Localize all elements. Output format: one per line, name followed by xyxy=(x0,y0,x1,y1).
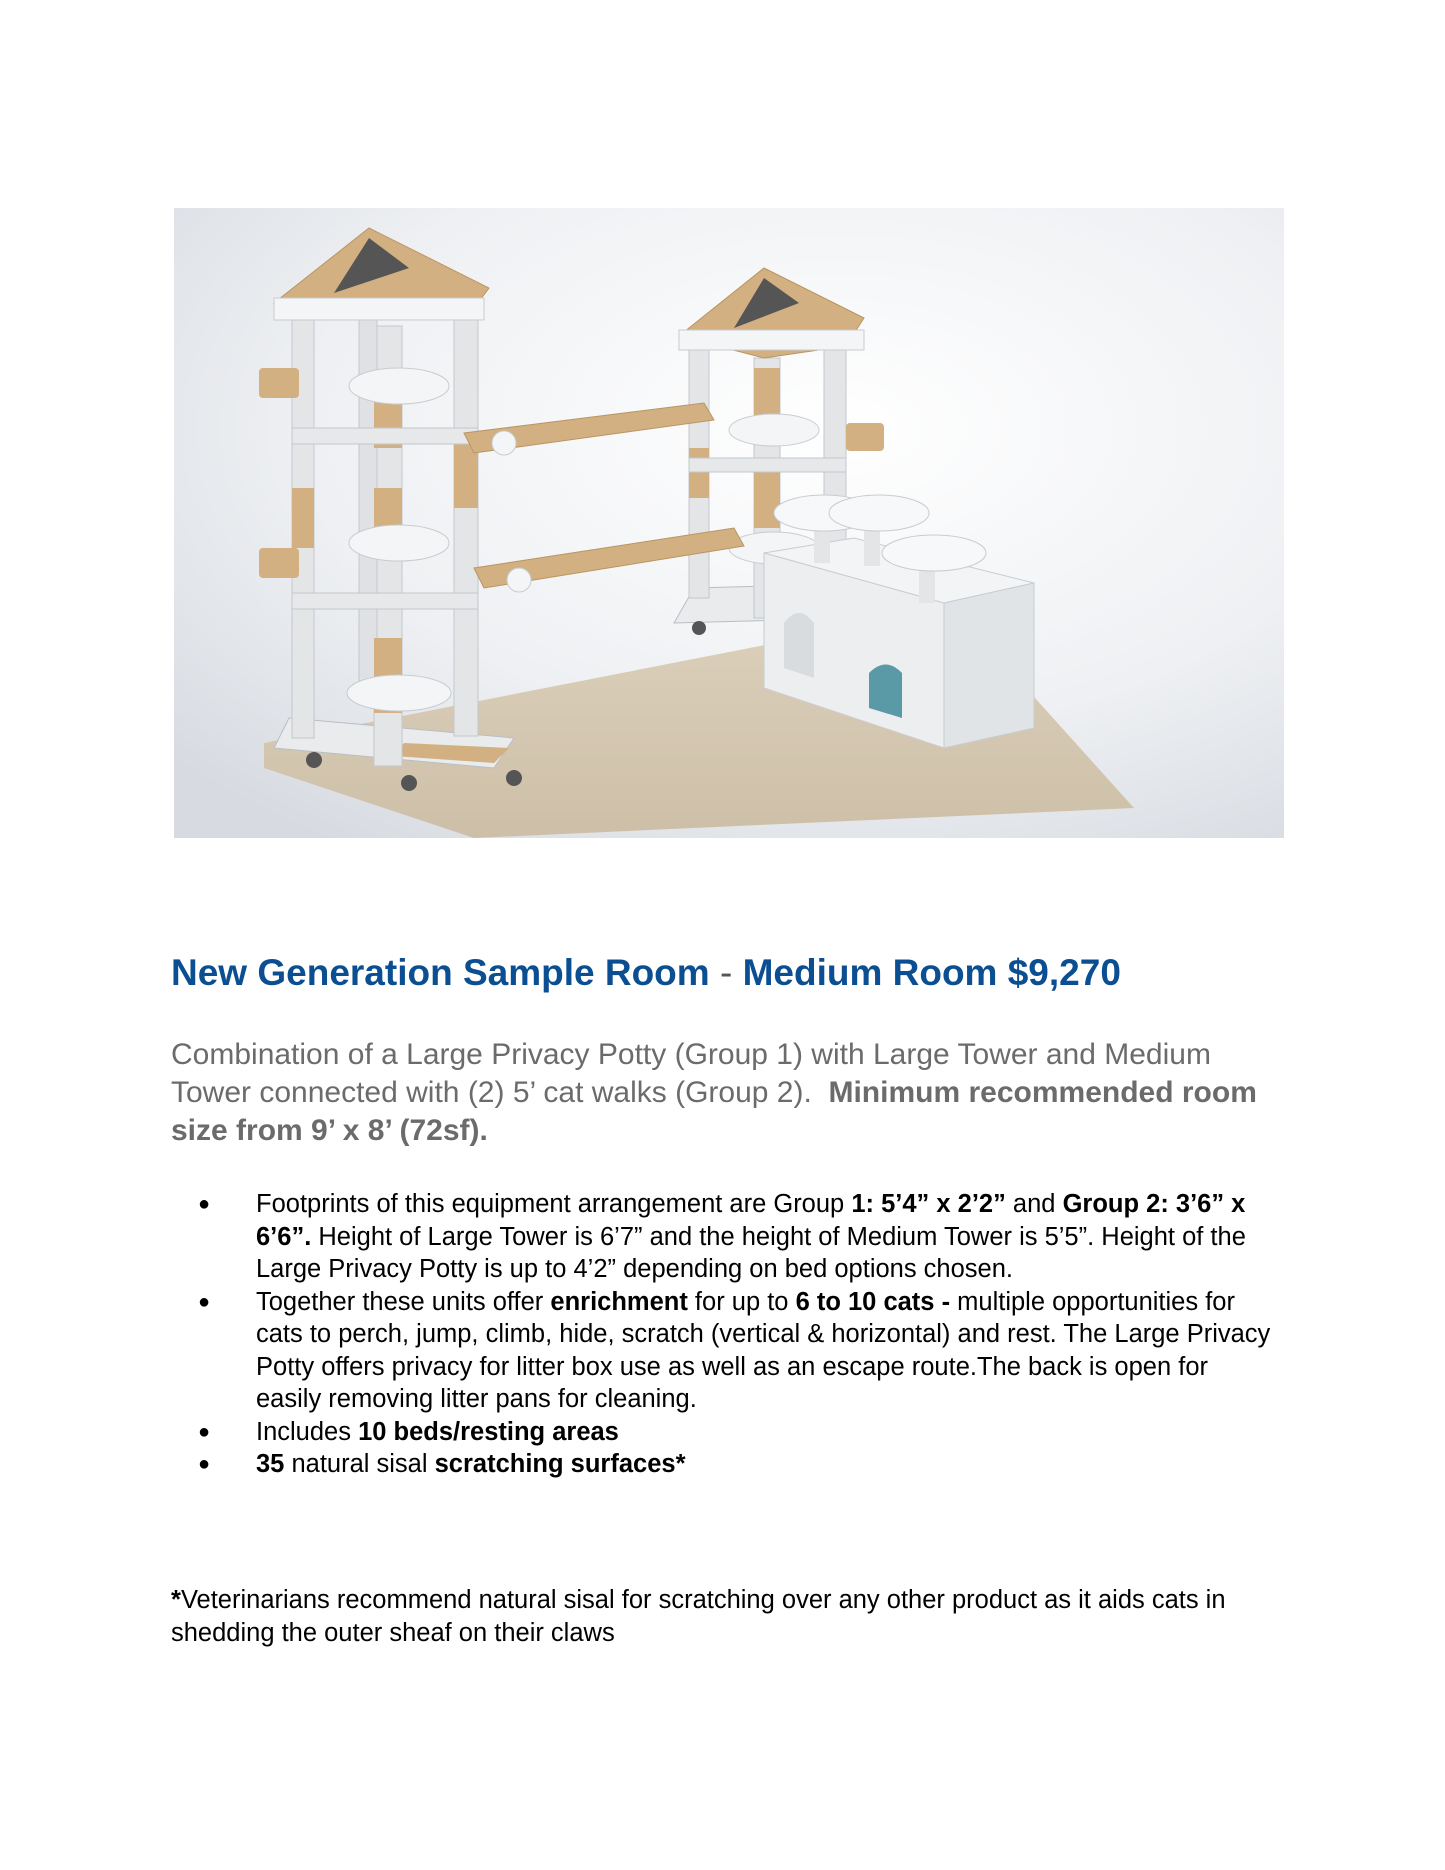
list-item xyxy=(198,1188,1278,1286)
feature-list xyxy=(198,1188,1278,1481)
title-separator: - xyxy=(719,952,733,993)
room-name: New Generation Sample Room xyxy=(171,952,710,993)
list-item xyxy=(198,1286,1278,1416)
intro-text: Combination of a Large Privacy Potty (Group 1) with Large Tower and Medium Tower connected with (2) 5’ cat walks (Group 2). xyxy=(171,1038,1211,1109)
list-bold: 10 beds/resting areas xyxy=(358,1417,619,1446)
list-bold: 35 xyxy=(256,1450,285,1478)
bullet-icon: ● xyxy=(198,1193,211,1215)
bullet-icon: ● xyxy=(198,1453,211,1475)
list-bold: 1: 5’4” x 2’2” xyxy=(851,1190,1006,1218)
list-item xyxy=(198,1416,1278,1449)
footnote-mark: * xyxy=(171,1586,181,1614)
list-bold: Group 2: 3’6” x 6’6”. xyxy=(256,1190,1246,1251)
footnote xyxy=(171,1584,1281,1649)
room-price: Medium Room $9,270 xyxy=(742,952,1121,993)
list-bold: enrichment xyxy=(550,1287,688,1316)
list-bold: 6 to 10 cats - xyxy=(795,1287,951,1316)
footnote-text: Veterinarians recommend natural sisal for scratching over any other product as it aids cats in shedding the outer sheaf on their claws xyxy=(171,1586,1226,1647)
bullet-icon: ● xyxy=(198,1290,211,1313)
list-text: Height of Large Tower is 6’7” and the height of Medium Tower is 5’5”. Height of the Large Privacy Potty is up to 4’2” depending on bed options chosen. xyxy=(256,1222,1246,1283)
list-text: Footprints of this equipment arrangement are Group xyxy=(256,1190,852,1218)
list-text: natural sisal xyxy=(284,1450,435,1478)
list-bold: scratching surfaces* xyxy=(434,1450,686,1478)
list-text: Includes xyxy=(256,1417,359,1446)
list-item xyxy=(198,1448,1278,1481)
intro-paragraph xyxy=(171,1036,1271,1150)
list-text: for up to xyxy=(687,1287,796,1316)
product-rendering-image xyxy=(174,208,1284,838)
bullet-icon: ● xyxy=(198,1420,211,1443)
page-title xyxy=(171,952,1321,994)
list-text: multiple opportunities for cats to perch, jump, climb, hide, scratch (vertical & horizontal) and rest. The Large Privacy Potty offers privacy for litter box use as well as an escape route.The back is open for easily removing litter pans for cleaning. xyxy=(256,1287,1271,1413)
list-text: and xyxy=(1005,1190,1063,1218)
list-text: Together these units offer xyxy=(256,1287,551,1316)
intro-room-size: Minimum recommended room size from 9’ x 8’ (72sf). xyxy=(171,1076,1257,1147)
